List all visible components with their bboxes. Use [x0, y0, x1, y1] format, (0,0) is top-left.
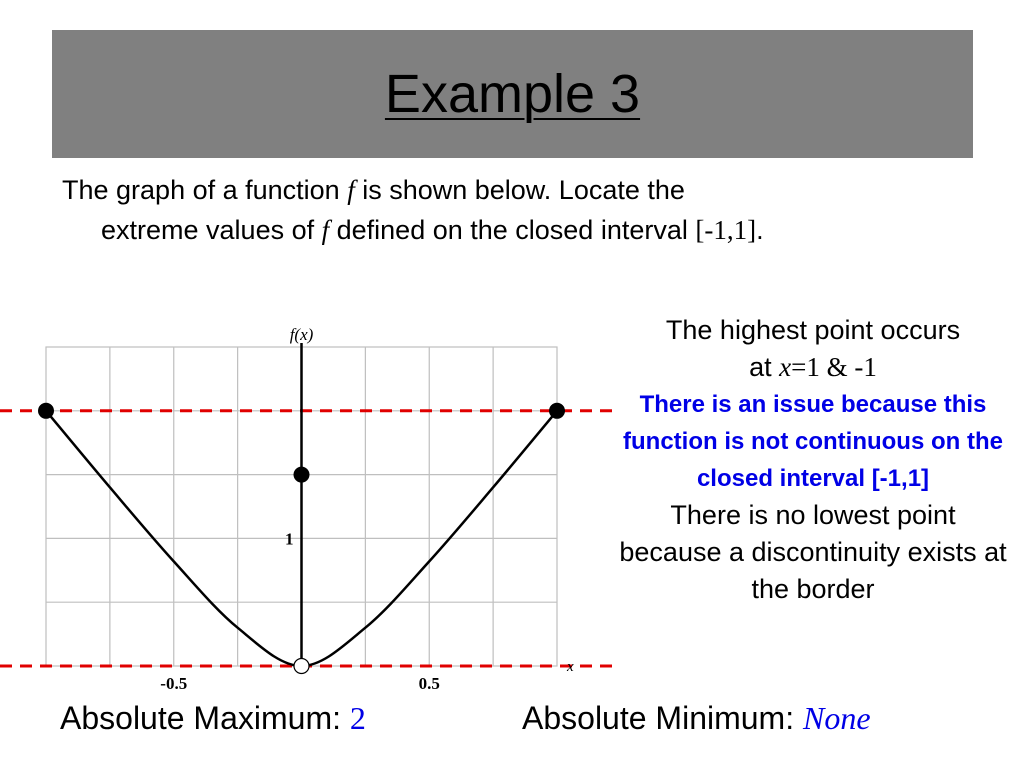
lowest-point-note: There is no lowest point because a discontinuity exists at the border	[619, 500, 1007, 604]
function-graph	[0, 318, 620, 693]
filled-point	[294, 467, 310, 483]
intro-line-1	[62, 170, 962, 210]
highest-point-note	[618, 312, 1008, 386]
highest-line-2	[618, 349, 1008, 386]
max-value: 2	[349, 700, 366, 736]
y-tick-label: 1	[285, 529, 294, 549]
highest-text-part: at	[749, 352, 780, 382]
x-tick-label: 0.5	[418, 674, 440, 693]
absolute-minimum	[522, 700, 871, 737]
title-bar	[52, 30, 973, 158]
x-variable: x	[779, 352, 792, 382]
function-symbol: f	[321, 215, 330, 245]
filled-point	[549, 403, 565, 419]
x-axis-label: x	[567, 659, 574, 675]
intro-text	[62, 170, 962, 250]
interval-text: [-1,1]	[695, 215, 757, 245]
intro-text-part: .	[756, 215, 764, 245]
open-point	[294, 659, 309, 674]
intro-text-part: The graph of a function	[62, 175, 348, 205]
highest-line-1: The highest point occurs	[665, 315, 961, 345]
min-value: None	[802, 700, 871, 736]
highest-values: =1 & -1	[791, 352, 877, 382]
min-label: Absolute Minimum:	[522, 700, 803, 736]
intro-text-part: extreme values of	[101, 215, 322, 245]
labels	[160, 325, 574, 693]
intro-line-2	[62, 210, 962, 250]
explanation-panel	[618, 312, 1008, 608]
max-label: Absolute Maximum:	[60, 700, 350, 736]
x-tick-label: -0.5	[160, 674, 188, 693]
y-axis-label: f(x)	[289, 325, 314, 344]
intro-text-part: defined on the closed interval	[329, 215, 696, 245]
issue-note: There is an issue because this function is not continuous on the closed interval [-1,1]	[623, 391, 1003, 492]
intro-text-part: is shown below. Locate the	[354, 175, 685, 205]
slide-title: Example 3	[384, 64, 641, 124]
function-symbol: f	[347, 175, 355, 205]
filled-point	[38, 403, 54, 419]
absolute-maximum	[60, 700, 366, 737]
